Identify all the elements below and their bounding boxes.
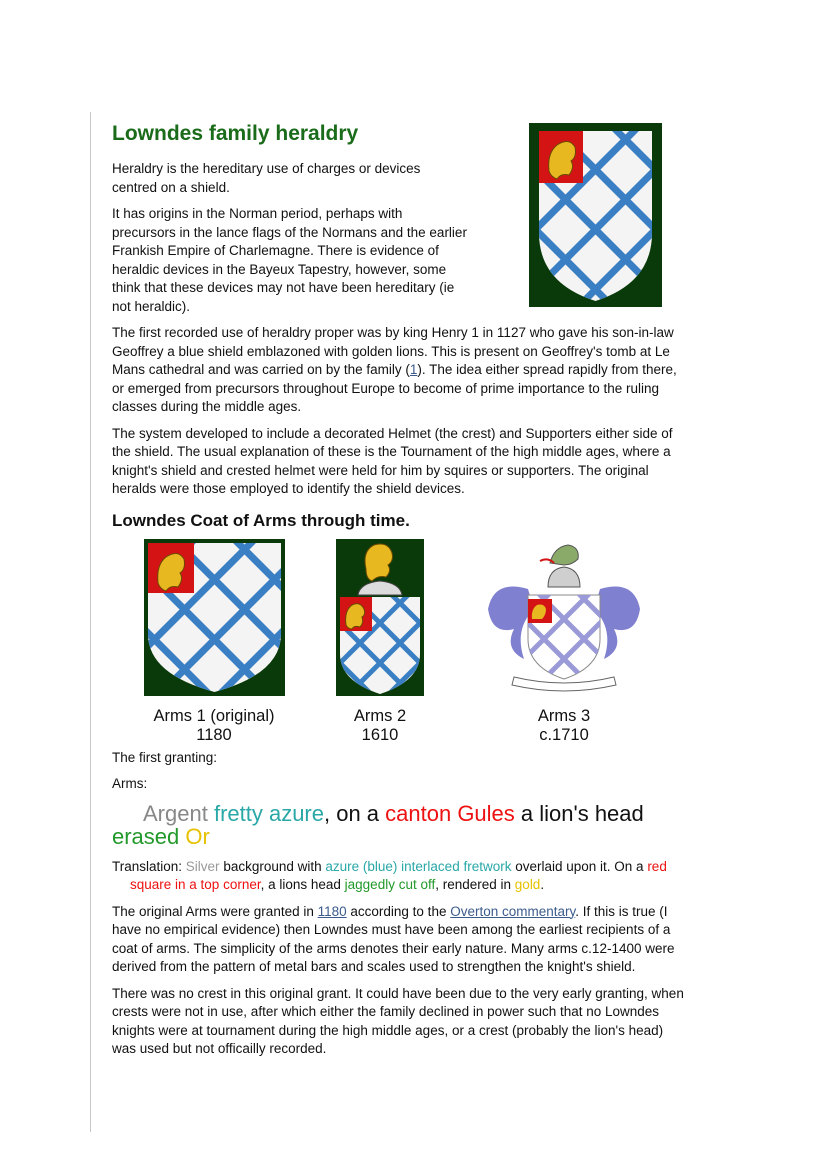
arms-2-image bbox=[336, 539, 424, 696]
paragraph-no-crest: There was no crest in this original grant. It could have been due to the very early granting, when crests were not in use, after which either the family declined in power such that no Lowndes knights were at tournament during the high middle ages, or a crest (probably the lion's head) was used but not officailly recorded. bbox=[112, 985, 684, 1056]
article bbox=[112, 118, 687, 1067]
section-title-coat-of-arms: Lowndes Coat of Arms through time. bbox=[112, 510, 410, 530]
translation-red: red square in a top corner bbox=[130, 858, 667, 892]
reference-link-1[interactable]: 1 bbox=[409, 362, 418, 377]
paragraph-original-grant bbox=[112, 903, 687, 977]
blazon-lions-head: a lion's head bbox=[514, 800, 644, 826]
original-grant-text-3: . If this is true (I have no empirical evidence) then Lowndes must have been among the earliest recipients of a coat of arms. The simplicity of the arms denotes their early nature. Many arms c.12-1400 were derived from the pattern of metal bars and scales used to strengthen the knight's shield. bbox=[112, 903, 675, 974]
blazon-argent: Argent bbox=[143, 800, 208, 826]
translation bbox=[112, 858, 687, 895]
translation-azure: azure (blue) interlaced fretwork bbox=[325, 858, 512, 874]
translation-text-3: , a lions head bbox=[260, 877, 345, 892]
arms-label: Arms: bbox=[112, 776, 148, 791]
arms-3-caption bbox=[484, 707, 644, 745]
arms-1-date: 1180 bbox=[196, 725, 232, 744]
blazon-fretty: fretty azure bbox=[213, 800, 324, 826]
link-1180[interactable]: 1180 bbox=[317, 903, 347, 919]
translation-text-5: . bbox=[540, 877, 545, 892]
translation-text-1: background with bbox=[219, 858, 326, 874]
translation-silver: Silver bbox=[185, 858, 220, 874]
arms-1-figure bbox=[134, 539, 294, 745]
translation-gold: gold bbox=[514, 877, 541, 892]
intro-paragraph-1: Heraldry is the hereditary use of charges or devices centred on a shield. bbox=[112, 161, 421, 195]
blazon-canton: canton Gules bbox=[385, 800, 515, 826]
page-title: Lowndes family heraldry bbox=[112, 122, 359, 145]
blazon-on-a: , on a bbox=[324, 800, 386, 826]
paragraph-system: The system developed to include a decorated Helmet (the crest) and Supporters either side of the shield. The usual explanation of these is the Tournament of the high middle ages, where a knight's shield and crested helmet were held for him by squires or supporters. The original heralds were those employed to identify the shield devices. bbox=[112, 425, 673, 496]
link-overton-commentary[interactable]: Overton commentary bbox=[450, 903, 576, 919]
translation-jagged: jaggedly cut off bbox=[344, 877, 436, 892]
arms-2-name: Arms 2 bbox=[353, 706, 407, 725]
arms-3-name: Arms 3 bbox=[537, 706, 591, 725]
arms-1-name: Arms 1 (original) bbox=[153, 706, 275, 725]
translation-text-2: overlaid upon it. On a bbox=[511, 858, 648, 874]
blazon-or: Or bbox=[185, 823, 210, 849]
intro-paragraph-2: It has origins in the Norman period, perhaps with precursors in the lance flags of the Normans and the earlier Frankish Empire of Charlemagne. There is evidence of heraldic devices in the Bayeux Tapestry, however, some think that these devices may not have been hereditary (ie not heraldic). bbox=[112, 206, 467, 314]
blazon-erased: erased bbox=[112, 823, 180, 849]
left-margin-rule bbox=[90, 112, 91, 1132]
paragraph-henry bbox=[112, 324, 687, 417]
arms-1-caption bbox=[134, 707, 294, 745]
translation-label: Translation: bbox=[112, 858, 186, 874]
blazon bbox=[112, 802, 687, 848]
arms-3-image bbox=[484, 539, 644, 696]
arms-gallery bbox=[112, 539, 687, 749]
arms-2-caption bbox=[300, 707, 460, 745]
translation-text-4: , rendered in bbox=[435, 877, 515, 892]
arms-3-date: c.1710 bbox=[539, 725, 589, 744]
arms-1-image bbox=[144, 539, 285, 696]
first-granting-label: The first granting: bbox=[112, 749, 218, 765]
arms-2-figure bbox=[300, 539, 460, 745]
paragraph-henry-text-1: The first recorded use of heraldry proper was by king Henry 1 in 1127 who gave his son-in-law Geoffrey a blue shield emblazoned with golden lions. This is present on Geoffrey's tomb at Le Mans cathedral and was carried on by the family ( bbox=[112, 325, 674, 377]
paragraph-henry-text-2: ). The idea either spread rapidly from there, or emerged from precursors throughout Europe to become of prime importance to the ruling classes during the middle ages. bbox=[112, 362, 677, 414]
original-grant-text-2: according to the bbox=[346, 903, 451, 919]
original-grant-text-1: The original Arms were granted in bbox=[112, 903, 318, 919]
arms-3-figure bbox=[484, 539, 644, 745]
arms-2-date: 1610 bbox=[361, 725, 399, 744]
